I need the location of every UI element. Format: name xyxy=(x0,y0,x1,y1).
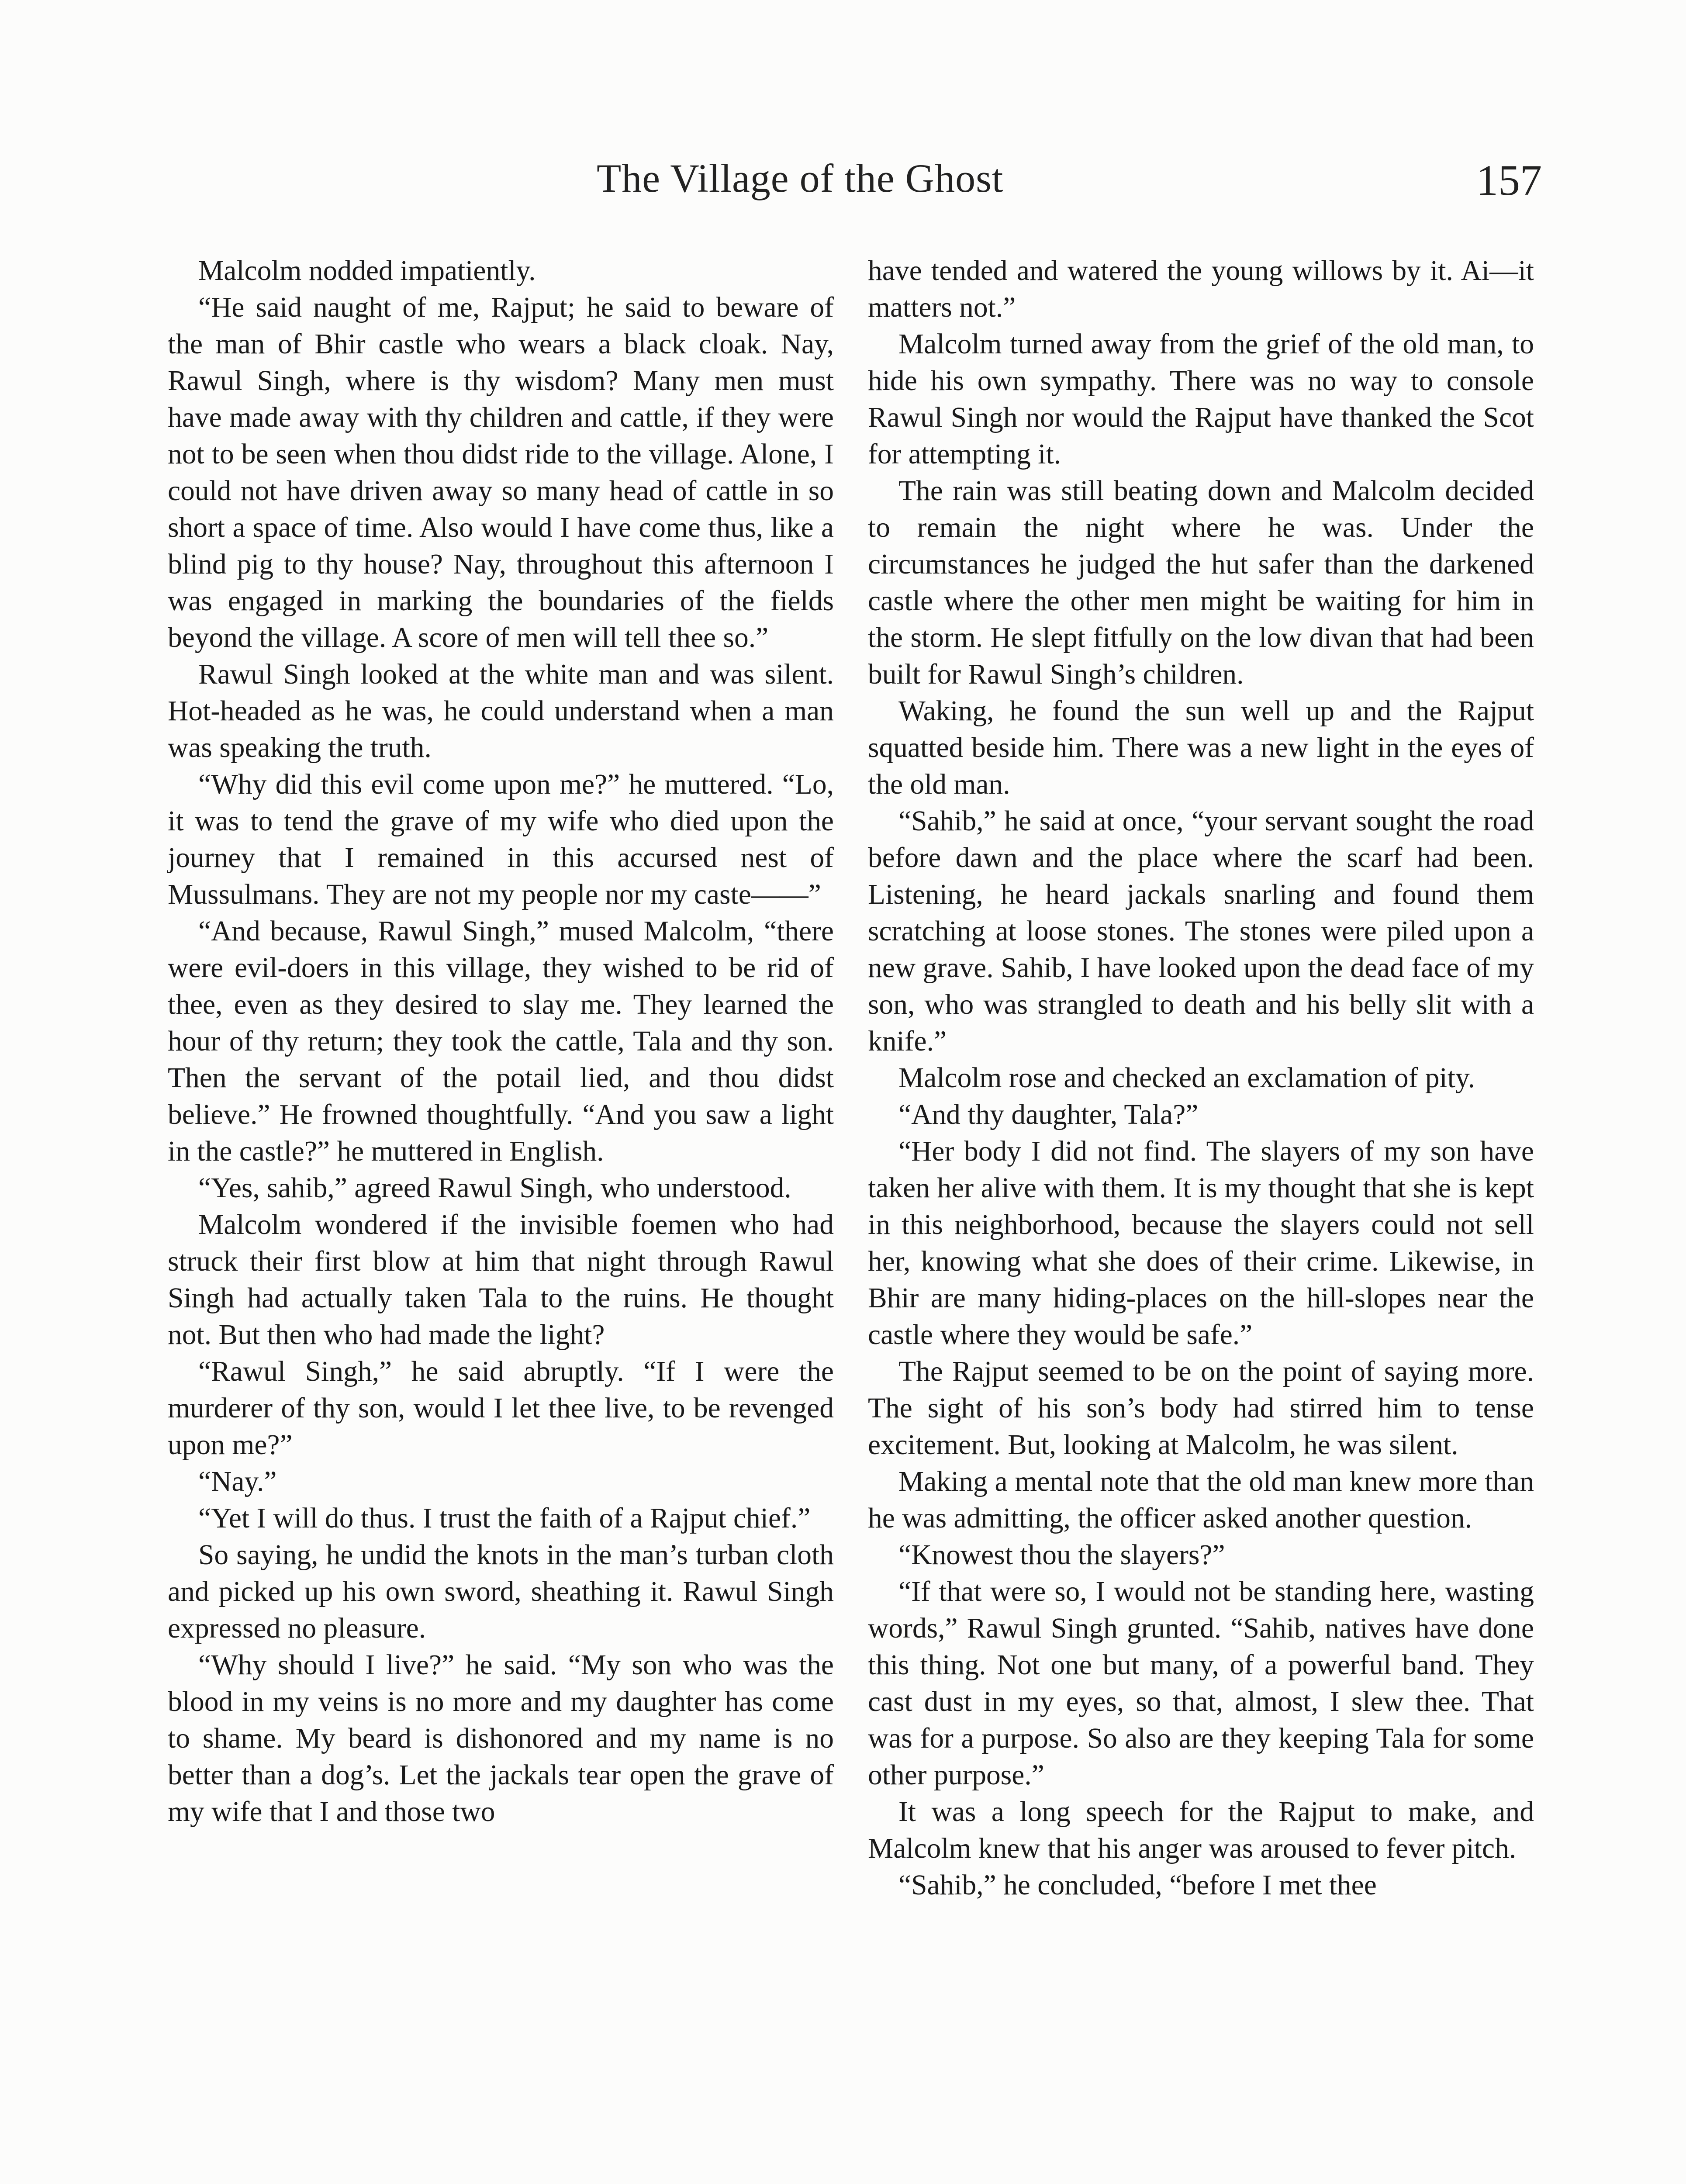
paragraph: Malcolm rose and checked an exclamation of pity. xyxy=(898,1062,1475,1094)
paragraph: It was a long speech for the Rajput to make, and Malcolm knew that his anger was aroused to fever pitch. xyxy=(868,1796,1534,1864)
paragraph: Malcolm turned away from the grief of the old man, to hide his own sympathy. There was no way to console Rawul Singh nor would the Rajput have thanked the Scot for attempting it. xyxy=(868,328,1534,470)
paragraph: “Yes, sahib,” agreed Rawul Singh, who understood. xyxy=(198,1172,791,1204)
paragraph: Waking, he found the sun well up and the Rajput squatted beside him. There was a new light in the eyes of the old man. xyxy=(868,695,1534,800)
paragraph-continued: have tended and watered the young willows by it. Ai—it matters not.” xyxy=(868,255,1534,323)
left-text-column xyxy=(168,252,834,1830)
paragraph: So saying, he undid the knots in the man’s turban cloth and picked up his own sword, sheathing it. Rawul Singh expressed no pleasure. xyxy=(168,1539,834,1644)
running-head-title: The Village of the Ghost xyxy=(597,156,1004,200)
paragraph: “Why should I live?” he said. “My son who was the blood in my veins is no more and my daughter has come to shame. My beard is dishonored and my name is no better than a dog’s. Let the jackals tear open the grave of my wife that I and those two xyxy=(168,1649,834,1828)
paragraph: “Sahib,” he concluded, “before I met thee xyxy=(898,1870,1377,1901)
paragraph: “Sahib,” he said at once, “your servant sought the road before dawn and the place where the scarf had been. Listening, he heard jackals snarling and found them scratching at loose stones. The stones were piled upon a new grave. Sahib, I have looked upon the dead face of my son, who was strangled to death and his belly slit with a knife.” xyxy=(868,805,1534,1057)
paragraph: “Nay.” xyxy=(198,1466,277,1497)
page-number: 157 xyxy=(1476,156,1542,204)
paragraph: Malcolm nodded impatiently. xyxy=(198,255,536,287)
paragraph: Malcolm wondered if the invisible foemen who had struck their first blow at him that night through Rawul Singh had actually taken Tala to the ruins. He thought not. But then who had made the light? xyxy=(168,1209,834,1351)
paragraph: “He said naught of me, Rajput; he said to beware of the man of Bhir castle who wears a black cloak. Nay, Rawul Singh, where is thy wisdom? Many men must have made away with thy children and cattle, if they were not to be seen when thou didst ride to the village. Alone, I could not have driven away so many head of cattle in so short a space of time. Also would I have come thus, like a blind pig to thy house? Nay, throughout this afternoon I was engaged in marking the boundaries of the fields beyond the village. A score of men will tell thee so.” xyxy=(168,292,834,653)
paragraph: “Yet I will do thus. I trust the faith of a Rajput chief.” xyxy=(198,1503,811,1534)
paragraph: The Rajput seemed to be on the point of saying more. The sight of his son’s body had stirred him to tense excitement. But, looking at Malcolm, he was silent. xyxy=(868,1356,1534,1461)
paragraph: “Her body I did not find. The slayers of my son have taken her alive with them. It is my thought that she is kept in this neighborhood, because the slayers could not sell her, knowing what she does of their crime. Likewise, in Bhir are many hiding-places on the hill-slopes near the castle where they would be safe.” xyxy=(868,1136,1534,1351)
paragraph: “Knowest thou the slayers?” xyxy=(898,1539,1225,1571)
paragraph: “Rawul Singh,” he said abruptly. “If I were the murderer of thy son, would I let thee live, to be revenged upon me?” xyxy=(168,1356,834,1461)
paragraph: Rawul Singh looked at the white man and was silent. Hot-headed as he was, he could understand when a man was speaking the truth. xyxy=(168,659,834,764)
paragraph: “And thy daughter, Tala?” xyxy=(898,1099,1199,1130)
right-text-column xyxy=(868,252,1534,1904)
paragraph: The rain was still beating down and Malcolm decided to remain the night where he was. Under the circumstances he judged the hut safer than the darkened castle where the other men might be waiting for him in the storm. He slept fitfully on the low divan that had been built for Rawul Singh’s children. xyxy=(868,475,1534,690)
paragraph: Making a mental note that the old man knew more than he was admitting, the officer asked another question. xyxy=(868,1466,1534,1534)
paragraph: “If that were so, I would not be standing here, wasting words,” Rawul Singh grunted. “Sahib, natives have done this thing. Not one but many, of a powerful band. They cast dust in my eyes, so that, almost, I slew thee. That was for a purpose. So also are they keeping Tala for some other purpose.” xyxy=(868,1576,1534,1791)
paragraph: “And because, Rawul Singh,” mused Malcolm, “there were evil-doers in this village, they wished to be rid of thee, even as they desired to slay me. They learned the hour of thy return; they took the cattle, Tala and thy son. Then the servant of the potail lied, and thou didst believe.” He frowned thoughtfully. “And you saw a light in the castle?” he muttered in English. xyxy=(168,916,834,1167)
paragraph: “Why did this evil come upon me?” he muttered. “Lo, it was to tend the grave of my wife who died upon the journey that I remained in this accursed nest of Mussulmans. They are not my people nor my caste——” xyxy=(168,769,834,910)
